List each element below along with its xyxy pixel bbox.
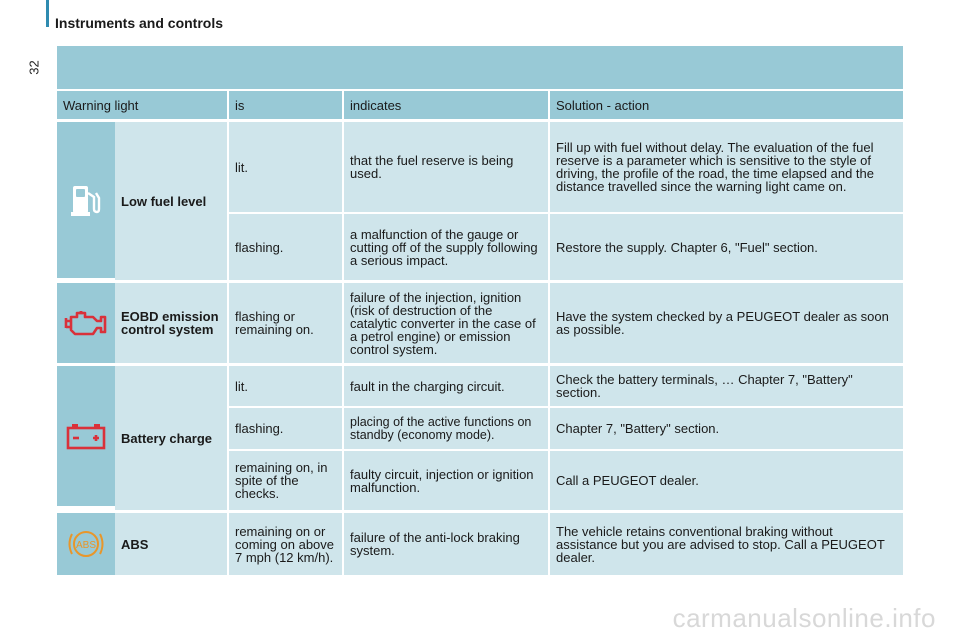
header-indicates: indicates — [344, 91, 550, 119]
page-number: 32 — [26, 60, 42, 75]
cell-solution: Call a PEUGEOT dealer. — [556, 473, 699, 488]
table-row — [229, 406, 903, 449]
group-battery — [57, 366, 903, 510]
cell-is: remaining on or coming on above 7 mph (12 km/h). — [229, 513, 344, 575]
cell-is: flashing. — [229, 214, 344, 280]
fuel-pump-icon — [57, 122, 115, 278]
group-low-fuel — [57, 122, 903, 280]
table-row — [229, 449, 903, 510]
cell-solution: Check the battery terminals, … Chapter 7, "Battery" section. — [556, 372, 853, 400]
table-header-row — [57, 91, 903, 119]
table-row — [229, 366, 903, 406]
cell-is: lit. — [229, 122, 344, 212]
cell-solution: Have the system checked by a PEUGEOT dealer as soon as possible. — [556, 309, 889, 337]
header-warning-light: Warning light — [57, 91, 229, 119]
cell-indicates: failure of the anti-lock braking system. — [344, 513, 550, 575]
cell-is: remaining on, in spite of the checks. — [229, 451, 344, 510]
warning-name-abs: ABS — [115, 513, 229, 575]
group-abs — [57, 513, 903, 575]
table-row — [229, 283, 903, 363]
cell-is: flashing. — [229, 408, 344, 449]
cell-is: lit. — [229, 366, 344, 406]
section-title: Instruments and controls — [55, 15, 224, 31]
warning-name-battery: Battery charge — [115, 366, 229, 510]
cell-indicates: fault in the charging circuit. — [344, 366, 550, 406]
cell-indicates: that the fuel reserve is being used. — [344, 122, 550, 212]
cell-indicates: failure of the injection, ignition (risk of destruction of the catalytic converter in the case of a petrol engine) or emission control system. — [344, 283, 550, 363]
cell-is: flashing or remaining on. — [229, 283, 344, 363]
warning-lights-table — [57, 91, 903, 575]
watermark-text: carmanualsonline.info — [672, 603, 936, 633]
table-row — [229, 513, 903, 575]
warning-name-low-fuel: Low fuel level — [115, 122, 229, 280]
table-banner — [57, 46, 903, 89]
table-row — [229, 212, 903, 280]
cell-solution: Fill up with fuel without delay. The evaluation of the fuel reserve is a parameter which is sensitive to the style of driving, the profile of the road, the time elapsed and the distance travelled since the warning light came on. — [556, 140, 874, 194]
table-row — [229, 122, 903, 212]
header-solution: Solution - action — [556, 97, 650, 113]
abs-icon-text: ABS — [75, 540, 97, 551]
abs-icon — [57, 513, 115, 575]
header-is: is — [229, 91, 344, 119]
cell-solution: Restore the supply. Chapter 6, "Fuel" section. — [556, 239, 818, 255]
engine-icon — [57, 283, 115, 363]
group-eobd — [57, 283, 903, 363]
cell-indicates: a malfunction of the gauge or cutting off of the supply following a serious impact. — [344, 214, 550, 280]
battery-icon — [57, 366, 115, 506]
cell-solution: Chapter 7, "Battery" section. — [556, 421, 720, 436]
warning-name-eobd: EOBD emission control system — [115, 283, 229, 363]
cell-indicates: faulty circuit, injection or ignition malfunction. — [344, 451, 550, 510]
section-accent-bar — [46, 0, 49, 27]
cell-solution: The vehicle retains conventional braking without assistance but you are advised to stop. Call a PEUGEOT dealer. — [556, 523, 885, 565]
cell-indicates: placing of the active functions on standby (economy mode). — [344, 408, 550, 449]
